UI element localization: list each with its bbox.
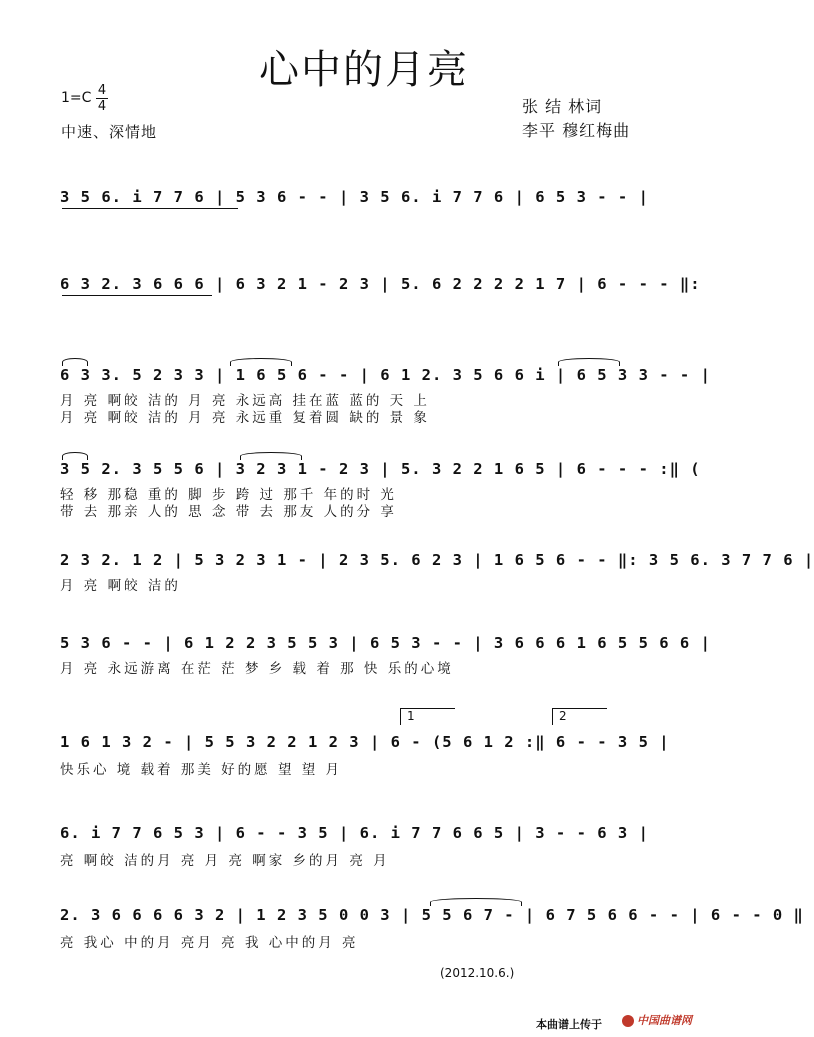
composer-credit: 李平 穆红梅曲 — [522, 121, 631, 140]
lyrics-line-8: 亮 啊皎 洁的月 亮 月 亮 啊家 乡的月 亮 月 — [60, 853, 390, 869]
lyricist-credit: 张 结 林词 — [522, 97, 603, 116]
beam-line-2 — [62, 295, 212, 296]
slur-line-4a — [62, 452, 88, 460]
score-line-6-notes: 5 3 6 - - | 6 1 2 2 3 5 5 3 | 6 5 3 - - | 3 6 6 6 1 6 5 5 6 6 | — [60, 634, 711, 652]
lyrics-line-9: 亮 我心 中的月 亮月 亮 我 心中的月 亮 — [60, 935, 359, 951]
score-line-7-notes: 1 6 1 3 2 - | 5 5 3 2 2 1 2 3 | 6 - (5 6 1 2 :‖ 6 - - 3 5 | — [60, 733, 670, 751]
slur-line-3a — [62, 358, 88, 366]
slur-line-3c — [558, 358, 620, 366]
score-line-5-notes: 2 3 2. 1 2 | 5 3 2 3 1 - | 2 3 5. 6 2 3 | 1 6 5 6 - - ‖: 3 5 6. 3 7 7 6 | — [60, 551, 814, 569]
slur-line-4b — [240, 452, 302, 460]
score-line-8-notes: 6. i 7 7 6 5 3 | 6 - - 3 5 | 6. i 7 7 6 6 5 | 3 - - 6 3 | — [60, 824, 649, 842]
lyrics-line-3-verse-1: 月 亮 啊皎 洁的 月 亮 永远高 挂在蓝 蓝的 天 上 — [60, 393, 430, 409]
site-logo-icon — [622, 1015, 634, 1027]
time-signature-top: 4 — [97, 83, 107, 98]
score-line-9-notes: 2. 3 6 6 6 6 3 2 | 1 2 3 5 0 0 3 | 5 5 6 7 - | 6 7 5 6 6 - - | 6 - - 0 ‖ — [60, 906, 804, 924]
site-name: 中国曲谱网 — [637, 1014, 692, 1027]
lyrics-line-7: 快乐心 境 载着 那美 好的愿 望 望 月 — [60, 762, 343, 778]
time-signature-bottom: 4 — [97, 99, 107, 114]
second-ending-bracket: 2 — [552, 708, 607, 725]
lyrics-line-4-verse-2: 带 去 那亲 人的 思 念 带 去 那友 人的分 享 — [60, 504, 397, 520]
slur-line-3b — [230, 358, 292, 366]
beam-line-1 — [62, 208, 238, 209]
song-title: 心中的月亮 — [259, 47, 469, 93]
score-line-3-notes: 6 3 3. 5 2 3 3 | 1 6 5 6 - - | 6 1 2. 3 5 6 6 i | 6 5 3 3 - - | — [60, 366, 711, 384]
key-signature: 1=C — [61, 90, 92, 106]
score-line-2-notes: 6 3 2. 3 6 6 6 | 6 3 2 1 - 2 3 | 5. 6 2 2 2 2 1 7 | 6 - - - ‖: — [60, 275, 701, 293]
tempo-marking: 中速、深情地 — [61, 123, 158, 141]
score-line-1-notes: 3 5 6. i 7 7 6 | 5 3 6 - - | 3 5 6. i 7 7 6 | 6 5 3 - - | — [60, 188, 649, 206]
slur-line-9 — [430, 898, 522, 906]
lyrics-line-6: 月 亮 永远游离 在茫 茫 梦 乡 载 着 那 快 乐的心境 — [60, 661, 454, 677]
composition-date: (2012.10.6.) — [440, 966, 515, 980]
time-signature — [96, 84, 108, 113]
upload-note: 本曲谱上传于 — [536, 1018, 602, 1031]
score-line-4-notes: 3 5 2. 3 5 5 6 | 3 2 3 1 - 2 3 | 5. 3 2 2 1 6 5 | 6 - - - :‖ ( — [60, 460, 701, 478]
first-ending-bracket: 1 — [400, 708, 455, 725]
lyrics-line-3-verse-2: 月 亮 啊皎 洁的 月 亮 永远重 复着圆 缺的 景 象 — [60, 410, 430, 426]
site-logo — [622, 1012, 692, 1028]
lyrics-line-5: 月 亮 啊皎 洁的 — [60, 578, 181, 594]
lyrics-line-4-verse-1: 轻 移 那稳 重的 脚 步 跨 过 那千 年的时 光 — [60, 487, 397, 503]
